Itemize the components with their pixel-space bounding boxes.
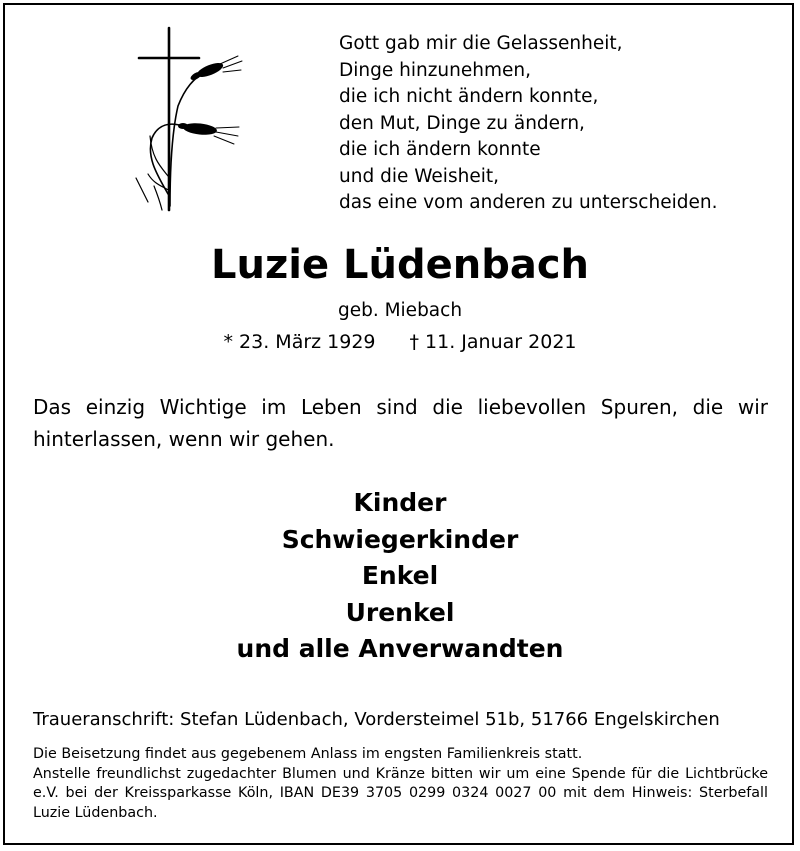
poem-line: die ich ändern konnte	[339, 139, 541, 160]
death-date: † 11. Januar 2021	[409, 331, 577, 353]
birth-date: * 23. März 1929	[223, 331, 376, 353]
cross-with-wheat-icon	[128, 26, 244, 212]
poem-line: den Mut, Dinge zu ändern,	[339, 112, 585, 134]
life-dates	[0, 329, 800, 355]
poem-line: das eine vom anderen zu unterscheiden.	[339, 192, 718, 213]
poem-line: Dinge hinzunehmen,	[339, 59, 531, 81]
burial-note: Die Beisetzung findet aus gegebenem Anlass im engsten Familienkreis statt.	[33, 746, 583, 762]
mourner-group: und alle Anverwandten	[236, 634, 564, 663]
poem	[339, 31, 717, 217]
poem-line: Gott gab mir die Gelassenheit,	[339, 33, 623, 54]
memorial-quote: Das einzig Wichtige im Leben sind die liebevollen Spuren, die wir hinterlassen, wenn wir gehen.	[33, 395, 768, 451]
mourner-group: Schwiegerkinder	[281, 524, 519, 554]
donation-note: Anstelle freundlichst zugedachter Blumen und Kränze bitten wir um eine Spende für die Lichtbrücke e.V. bei der Kreissparkasse Köln, IBAN DE39 3705 0299 0324 0027 00 mit dem Hinweis: Sterbefall Luzie Lüdenbach.	[33, 765, 768, 821]
mourning-address: Traueranschrift: Stefan Lüdenbach, Vordersteimel 51b, 51766 Engelskirchen	[33, 709, 720, 730]
deceased-name: Luzie Lüdenbach	[210, 242, 590, 288]
mourner-group: Kinder	[353, 488, 447, 517]
mourner-group: Urenkel	[345, 597, 455, 627]
birth-name: geb. Miebach	[337, 300, 463, 321]
notes	[33, 745, 768, 823]
mourner-group: Enkel	[361, 561, 439, 590]
mourners-list	[0, 485, 800, 668]
poem-line: die ich nicht ändern konnte,	[339, 86, 599, 107]
poem-line: und die Weisheit,	[339, 165, 499, 187]
